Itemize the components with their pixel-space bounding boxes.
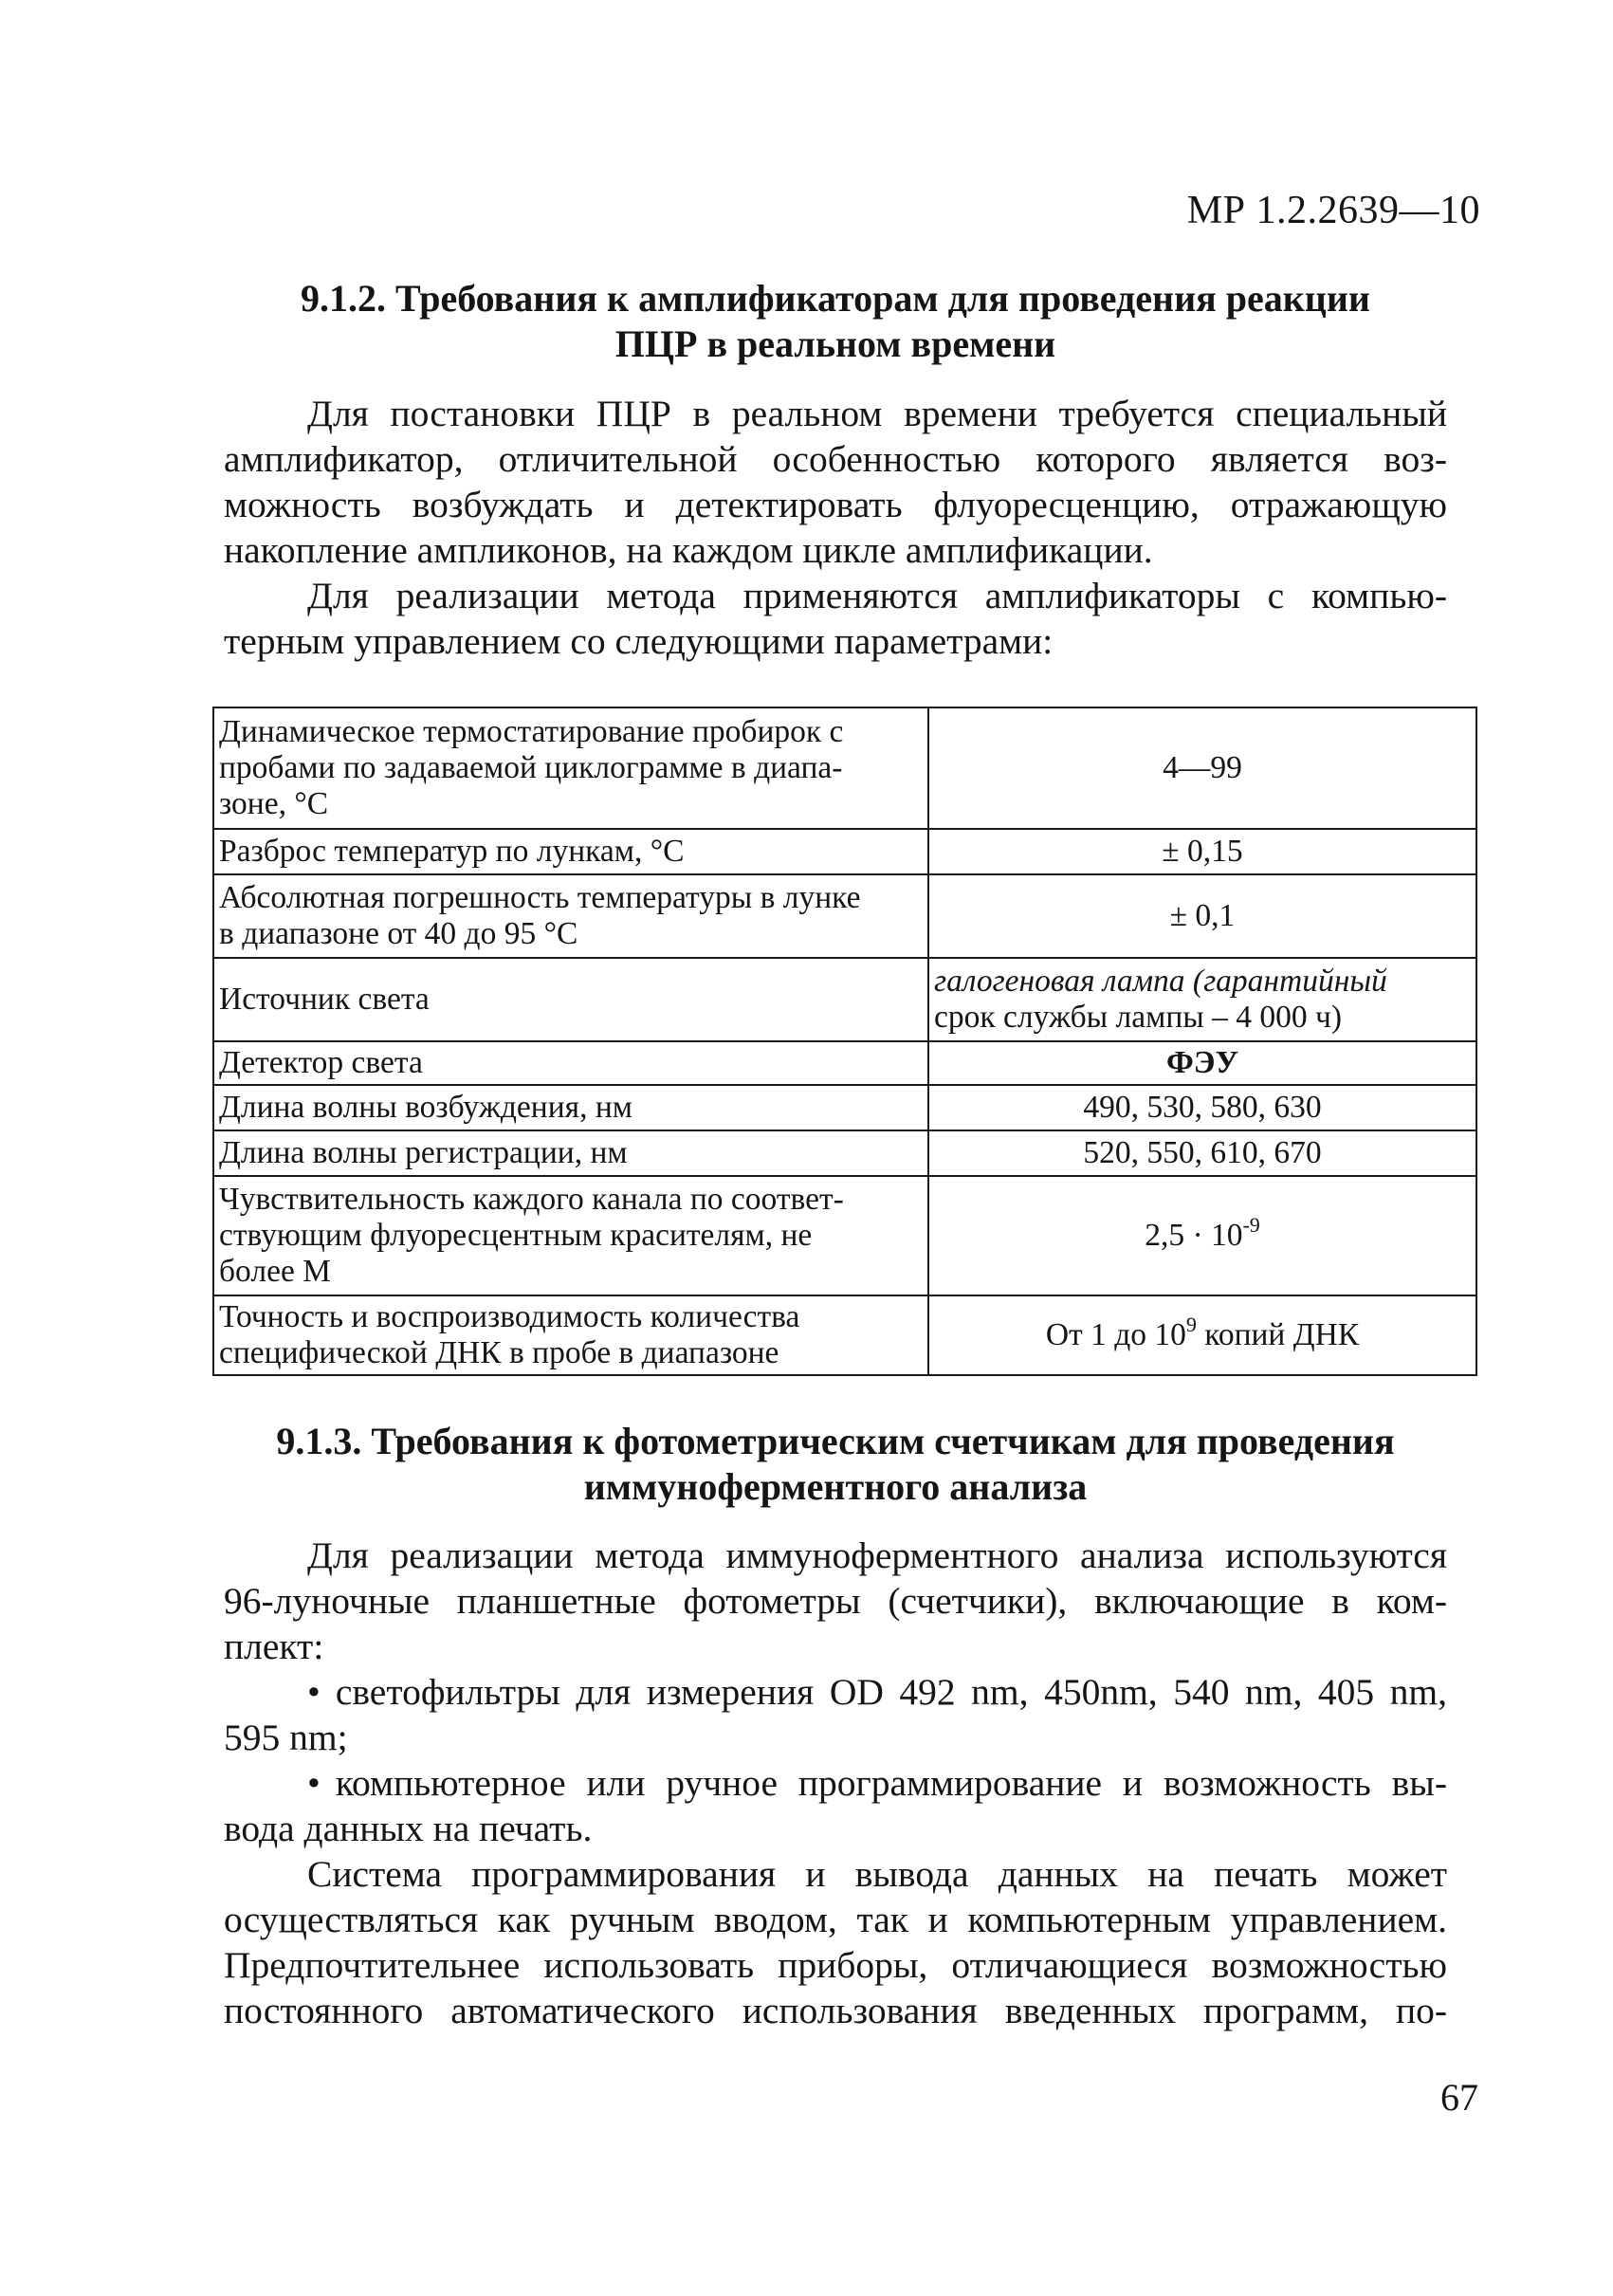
cell-line: срок службы лампы – 4 000 ч) — [934, 1000, 1343, 1035]
heading-line: иммуноферментного анализа — [583, 1465, 1088, 1508]
text-line: плект: — [224, 1626, 324, 1667]
table-cell-param: Разброс температур по лункам, °С — [213, 829, 928, 874]
text-line: амплификатор, отличительной особенностью которого является воз- — [224, 438, 1447, 480]
cell-line: галогеновая лампа (гарантийный — [934, 964, 1387, 999]
table-cell-param: Детектор света — [213, 1041, 928, 1085]
cell-line: Динамическое термостатирование пробирок с — [219, 714, 844, 749]
text-line: Предпочтительнее использовать приборы, отличающиеся возможностью — [224, 1944, 1447, 1986]
table-row — [213, 707, 1476, 829]
table-row — [213, 1085, 1476, 1130]
heading-line: 9.1.2. Требования к амплификаторам для проведения реакции — [301, 277, 1370, 320]
table-cell-param: Длина волны возбуждения, нм — [213, 1085, 928, 1130]
table-cell-param — [213, 874, 928, 958]
cell-line: Чувствительность каждого канала по соответ- — [219, 1182, 844, 1217]
text-line: Для реализации метода применяются амплификаторы с компью- — [307, 575, 1447, 616]
text-line: • компьютерное или ручное программирование и возможность вы- — [224, 1760, 1447, 1806]
page-number: 67 — [1440, 2076, 1478, 2119]
table-row — [213, 1176, 1476, 1295]
table-cell-param — [213, 707, 928, 829]
table-row — [213, 1130, 1476, 1176]
value-exponent: 9 — [1185, 1312, 1197, 1336]
table-cell-value: 4—99 — [928, 707, 1476, 829]
cell-line: Абсолютная погрешность температуры в лунке — [219, 880, 861, 915]
text-line: 595 nm; — [224, 1717, 348, 1758]
table-cell-param — [213, 1295, 928, 1375]
bullet-item-filters — [224, 1669, 1447, 1760]
text-line: 96-луночные планшетные фотометры (счетчики), включающие в ком- — [224, 1580, 1447, 1622]
text-line: Для реализации метода иммуноферментного анализа используются — [307, 1534, 1447, 1576]
table-row — [213, 874, 1476, 958]
value-prefix: От 1 до 10 — [1045, 1317, 1186, 1352]
text-line: Система программирования и вывода данных на печать может — [307, 1853, 1447, 1895]
amplifier-spec-table — [212, 707, 1477, 1376]
text-line: вода данных на печать. — [224, 1808, 593, 1849]
table-cell-value — [928, 1176, 1476, 1295]
table-row — [213, 829, 1476, 874]
cell-line: более М — [219, 1254, 331, 1289]
table-row — [213, 1295, 1476, 1375]
table-cell-value: ФЭУ — [928, 1041, 1476, 1085]
heading-line: 9.1.3. Требования к фотометрическим счетчикам для проведения — [276, 1420, 1395, 1462]
section-heading-9-1-2 — [224, 276, 1447, 367]
text-line: осуществляться как ручным вводом, так и компьютерным управлением. — [224, 1899, 1447, 1940]
table-cell-value: ± 0,15 — [928, 829, 1476, 874]
text-line: можность возбуждать и детектировать флуоресценцию, отражающую — [224, 484, 1447, 525]
paragraph-ifa-intro — [224, 1533, 1447, 1669]
cell-line: в диапазоне от 40 до 95 °С — [219, 916, 578, 951]
text-line: накопление ампликонов, на каждом цикле амплификации. — [224, 529, 1153, 571]
table-row — [213, 1041, 1476, 1085]
cell-line: ствующим флуоресцентным красителям, не — [219, 1218, 813, 1253]
section-heading-9-1-3 — [224, 1419, 1447, 1510]
text-line: постоянного автоматического использования введенных программ, по- — [224, 1990, 1447, 2031]
text-line: • светофильтры для измерения OD 492 nm, 450nm, 540 nm, 405 nm, — [224, 1669, 1447, 1715]
paragraph-intro — [224, 391, 1447, 573]
table-cell-value: 490, 530, 580, 630 — [928, 1085, 1476, 1130]
heading-line: ПЦР в реальном времени — [614, 322, 1056, 365]
table-cell-param: Источник света — [213, 958, 928, 1041]
table-cell-value — [928, 958, 1476, 1041]
bullet-item-programming — [224, 1760, 1447, 1851]
table-cell-value — [928, 1295, 1476, 1375]
table-cell-value: 520, 550, 610, 670 — [928, 1130, 1476, 1176]
table-cell-param — [213, 1176, 928, 1295]
paragraph-programming-system — [224, 1851, 1447, 2033]
paragraph-parameters-intro — [224, 573, 1447, 664]
table-cell-value: ± 0,1 — [928, 874, 1476, 958]
table-cell-param: Длина волны регистрации, нм — [213, 1130, 928, 1176]
cell-line: зоне, °С — [219, 786, 329, 821]
value-suffix: копий ДНК — [1196, 1317, 1360, 1352]
table-row — [213, 958, 1476, 1041]
value-base: 2,5 · 10 — [1145, 1218, 1243, 1253]
cell-line: специфической ДНК в пробе в диапазоне — [219, 1335, 779, 1370]
text-line: Для постановки ПЦР в реальном времени требуется специальный — [307, 393, 1447, 434]
cell-line: Точность и воспроизводимость количества — [219, 1299, 800, 1334]
cell-line: пробами по задаваемой циклограмме в диапа- — [219, 750, 843, 785]
text-line: терным управлением со следующими параметрами: — [224, 620, 1054, 662]
document-code: МР 1.2.2639—10 — [1186, 189, 1480, 232]
value-exponent: -9 — [1242, 1212, 1260, 1237]
